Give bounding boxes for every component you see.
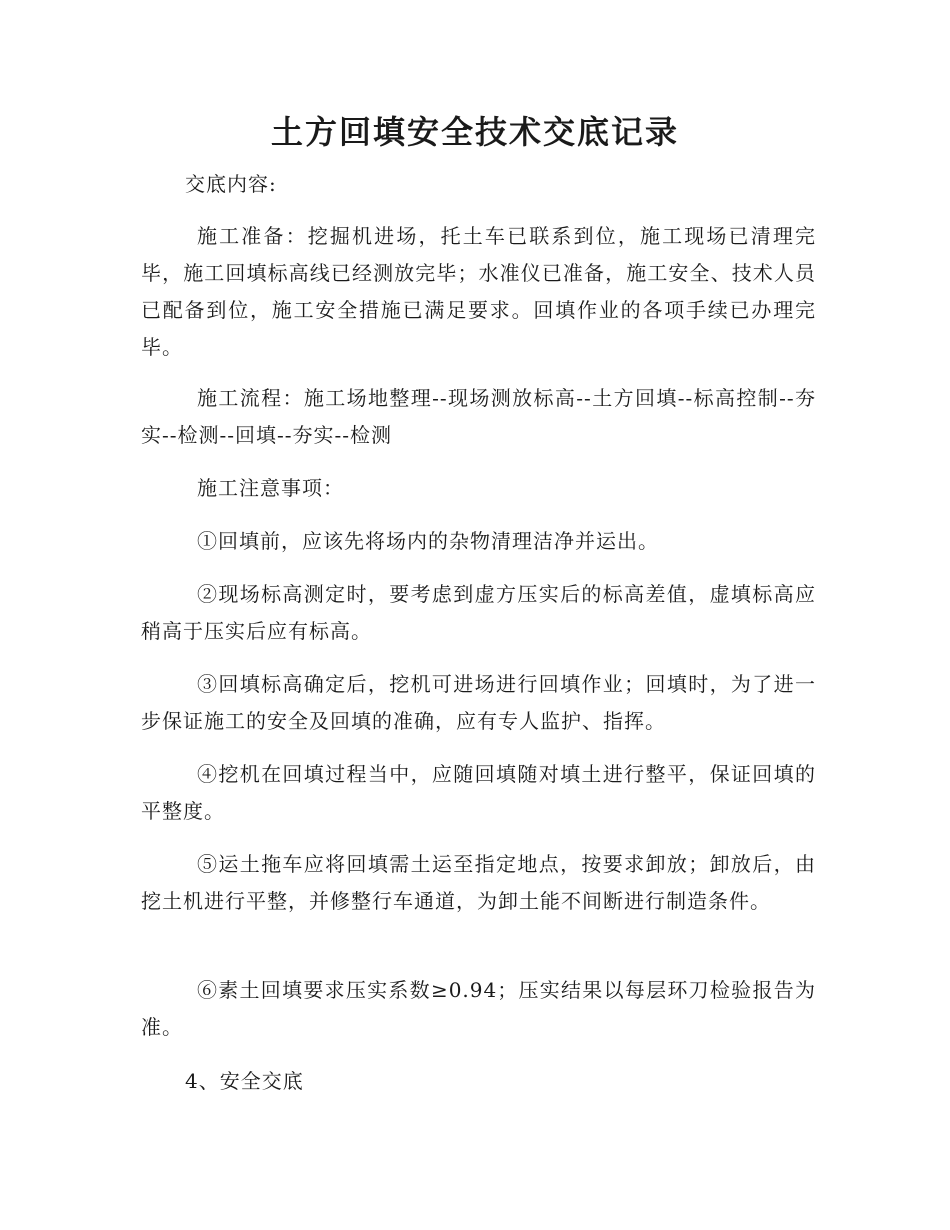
note-item-4: ④挖机在回填过程当中，应随回填随对填土进行整平，保证回填的平整度。	[141, 762, 816, 823]
intro-label: 交底内容:	[185, 172, 277, 196]
section-heading-safety: 4、安全交底	[185, 1069, 304, 1093]
paragraph-process: 施工流程：施工场地整理--现场测放标高--土方回填--标高控制--夯实--检测--回填--夯实--检测	[141, 386, 816, 447]
paragraph-preparation: 施工准备：挖掘机进场，托土车已联系到位，施工现场已清理完毕，施工回填标高线已经测放完毕；水准仪已准备，施工安全、技术人员已配备到位，施工安全措施已满足要求。回填作业的各项手续已办理完毕。	[141, 224, 816, 359]
note-item-6: ⑥素土回填要求压实系数≥0.94；压实结果以每层环刀检验报告为准。	[141, 978, 816, 1039]
note-item-2: ②现场标高测定时，要考虑到虚方压实后的标高差值，虚填标高应稍高于压实后应有标高。	[141, 582, 816, 643]
document-title: 土方回填安全技术交底记录	[270, 113, 679, 151]
note-item-5: ⑤运土拖车应将回填需土运至指定地点，按要求卸放；卸放后，由挖土机进行平整，并修整行车通道，为卸土能不间断进行制造条件。	[141, 852, 816, 913]
paragraph-notes-heading: 施工注意事项：	[197, 476, 344, 500]
note-item-3: ③回填标高确定后，挖机可进场进行回填作业；回填时，为了进一步保证施工的安全及回填的准确，应有专人监护、指挥。	[141, 672, 816, 733]
note-item-1: ①回填前，应该先将场内的杂物清理洁净并运出。	[197, 529, 659, 553]
